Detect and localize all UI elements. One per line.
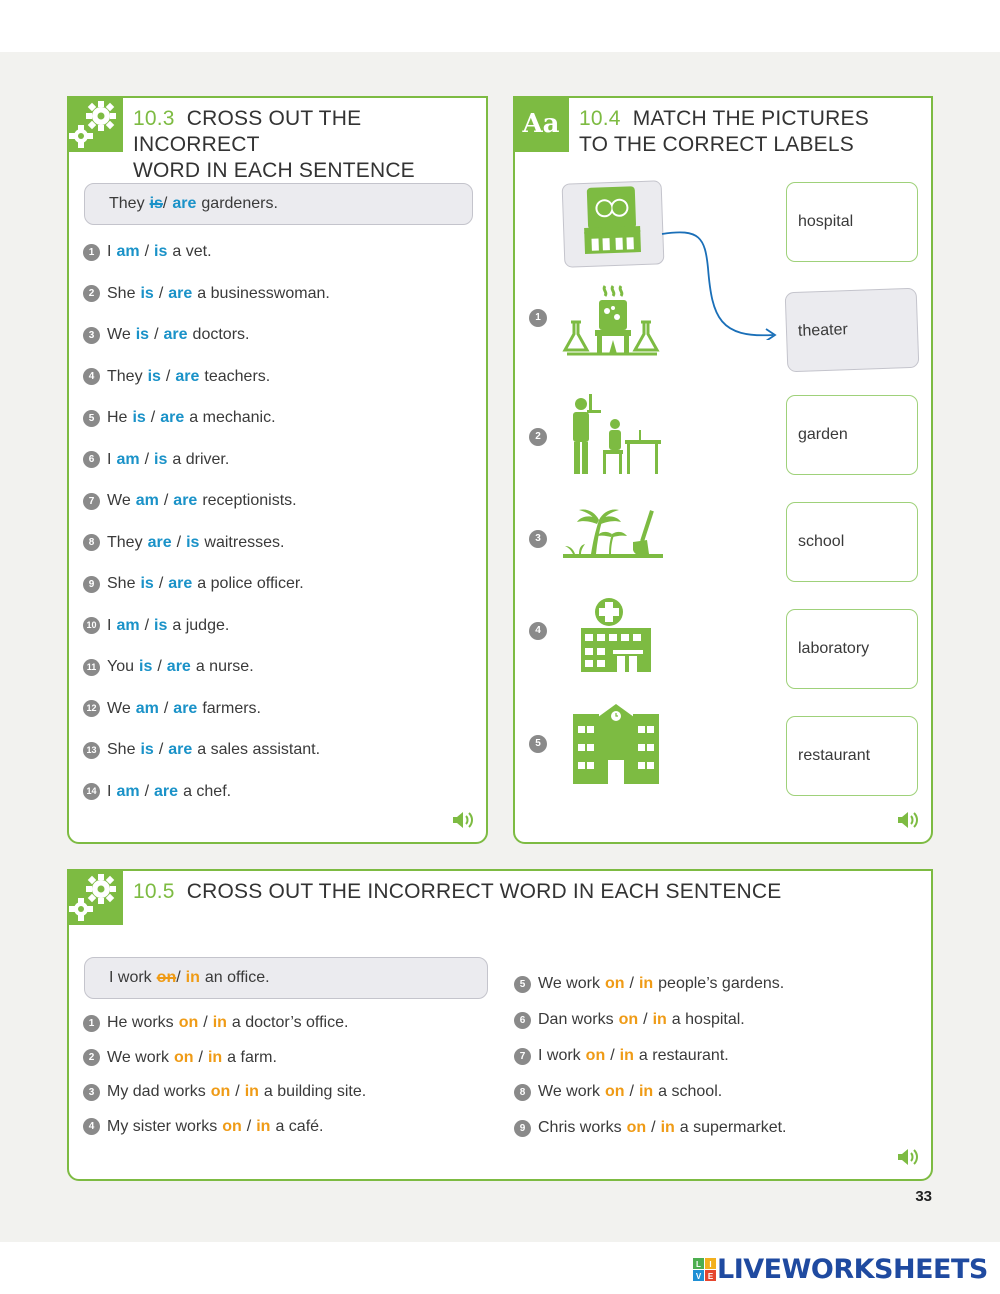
option-b[interactable]: in <box>256 1117 271 1135</box>
sentence-item <box>83 700 261 718</box>
label-text: laboratory <box>798 640 870 657</box>
option-a[interactable]: are <box>147 533 172 551</box>
slash: / <box>158 284 164 302</box>
item-number: 4 <box>83 368 100 385</box>
slash: / <box>629 1083 634 1100</box>
theater-picture[interactable] <box>562 180 665 267</box>
slash: / <box>157 658 162 675</box>
sentence-end: a judge. <box>172 616 230 634</box>
option-a[interactable]: is <box>140 575 154 592</box>
match-arrow <box>660 228 785 340</box>
exercise-10-4-panel <box>513 96 933 844</box>
slash: / <box>154 326 159 343</box>
item-number: 2 <box>83 285 100 302</box>
item-number: 9 <box>83 576 100 593</box>
sentence-item <box>83 1083 366 1101</box>
option-a[interactable]: on <box>585 1047 606 1064</box>
option-a[interactable]: is <box>140 741 154 758</box>
slash: / <box>176 969 181 986</box>
option-b[interactable]: are <box>160 409 185 426</box>
sentence-start: She <box>107 575 136 592</box>
gear-icon <box>67 869 123 925</box>
slash: / <box>144 616 150 634</box>
exercise-10-3-title <box>133 106 486 184</box>
option-b[interactable]: in <box>638 975 654 992</box>
option-b[interactable]: are <box>175 367 200 385</box>
option-b[interactable]: in <box>660 1119 675 1136</box>
audio-speaker-icon[interactable] <box>897 810 921 830</box>
sentence-item <box>83 534 284 552</box>
option-a[interactable]: is <box>135 326 150 343</box>
option-b[interactable]: is <box>154 450 168 468</box>
slash: / <box>158 741 164 758</box>
item-number: 12 <box>83 700 100 717</box>
title-line: TO THE CORRECT LABELS <box>579 133 854 156</box>
sentence-item <box>83 783 231 801</box>
option-b[interactable]: in <box>619 1047 634 1064</box>
sentence-end: a sales assistant. <box>197 741 321 758</box>
sentence-end: a café. <box>275 1117 324 1135</box>
crossed-word: is <box>149 195 163 212</box>
sentence-start: You <box>107 658 134 675</box>
label-text: school <box>798 533 845 550</box>
slash: / <box>150 409 156 426</box>
exercise-number: 10.4 <box>579 107 621 130</box>
example-sentence <box>84 183 473 225</box>
label-restaurant[interactable] <box>786 716 918 796</box>
exercise-10-3-panel <box>67 96 488 844</box>
option-a[interactable]: am <box>135 492 159 509</box>
option-b[interactable]: are <box>163 326 188 343</box>
slash: / <box>610 1047 615 1064</box>
sentence-end: a driver. <box>172 450 230 468</box>
sentence-item <box>83 617 229 635</box>
slash: / <box>651 1119 656 1136</box>
audio-speaker-icon[interactable] <box>452 810 476 830</box>
sentence-end: waitresses. <box>204 533 285 551</box>
logo-letter: L <box>696 1259 701 1269</box>
option-a[interactable]: is <box>139 658 153 675</box>
item-number: 1 <box>83 244 100 261</box>
sentence-item <box>83 243 212 261</box>
sentence-end: a building site. <box>263 1083 367 1100</box>
option-a[interactable]: is <box>140 284 154 302</box>
slash: / <box>203 1014 208 1031</box>
option-a[interactable]: is <box>132 409 146 426</box>
label-garden[interactable] <box>786 395 918 475</box>
label-school[interactable] <box>786 502 918 582</box>
sentence-start: We work <box>538 975 600 992</box>
sentence-end: receptionists. <box>202 492 297 509</box>
slash: / <box>163 699 169 717</box>
slash: / <box>246 1117 252 1135</box>
option-b[interactable]: are <box>168 741 193 758</box>
page-number: 33 <box>915 1188 932 1205</box>
sentence-start: I <box>107 616 112 634</box>
label-text: restaurant <box>798 747 871 764</box>
exercise-10-4-title <box>579 106 869 158</box>
sentence-start: He <box>107 409 128 426</box>
item-number: 2 <box>83 1049 100 1066</box>
option-b[interactable]: in <box>212 1014 227 1031</box>
option-a[interactable]: am <box>116 450 140 468</box>
title-line: CROSS OUT THE INCORRECT WORD IN EACH SENTENCE <box>186 880 782 903</box>
sentence-item <box>83 1014 348 1032</box>
sentence-end: a businesswoman. <box>197 284 330 302</box>
slash: / <box>235 1083 240 1100</box>
option-a[interactable]: on <box>618 1011 639 1028</box>
item-number: 7 <box>83 493 100 510</box>
option-b[interactable]: are <box>166 658 191 675</box>
sentence-end: teachers. <box>204 367 271 385</box>
title-line: MATCH THE PICTURES <box>632 107 869 130</box>
sentence-item <box>83 575 304 593</box>
laboratory-picture[interactable] <box>561 284 663 360</box>
slash: / <box>643 1011 648 1028</box>
aa-badge <box>513 96 569 152</box>
option-b[interactable]: are <box>173 492 198 509</box>
sentence-item <box>83 368 270 386</box>
option-b[interactable]: is <box>154 616 168 634</box>
badge-text: Aa <box>522 109 560 139</box>
sentence-start: We <box>107 492 131 509</box>
sentence-item <box>83 285 330 303</box>
sentence-item <box>514 1047 729 1065</box>
sentence-end: a vet. <box>172 243 212 260</box>
example-text: an office. <box>204 969 270 986</box>
logo-text: LIVEWORKSHEETS <box>717 1254 988 1285</box>
sentence-item <box>514 975 784 993</box>
slash: / <box>158 575 164 592</box>
gear-icon <box>67 96 123 152</box>
sentence-start: My dad works <box>107 1083 206 1100</box>
slash: / <box>163 492 169 509</box>
sentence-start: I <box>107 782 112 800</box>
sentence-start: We work <box>538 1083 600 1100</box>
logo-letter: V <box>695 1271 702 1281</box>
label-laboratory[interactable] <box>786 609 918 689</box>
option-b[interactable]: in <box>244 1083 259 1100</box>
logo-letter: I <box>709 1259 712 1269</box>
slash: / <box>144 450 150 468</box>
item-number: 11 <box>83 659 100 676</box>
option-a[interactable]: on <box>210 1083 231 1100</box>
exercise-number: 10.3 <box>133 107 175 130</box>
sentence-end: a nurse. <box>195 658 254 675</box>
item-number: 14 <box>83 783 100 800</box>
correct-word: in <box>185 969 200 986</box>
option-a[interactable]: am <box>116 782 140 800</box>
item-number: 7 <box>514 1048 531 1065</box>
restaurant-picture[interactable] <box>565 390 663 476</box>
option-a[interactable]: am <box>116 243 140 260</box>
item-number: 5 <box>514 976 531 993</box>
sentence-start: Chris works <box>538 1119 622 1136</box>
sentence-end: people’s gardens. <box>658 975 785 992</box>
audio-speaker-icon[interactable] <box>897 1147 921 1167</box>
label-hospital[interactable] <box>786 182 918 262</box>
sentence-start: I work <box>538 1047 581 1064</box>
sentence-item <box>514 1119 787 1137</box>
option-b[interactable]: is <box>186 533 200 551</box>
sentence-start: He works <box>107 1014 174 1031</box>
picture-number: 4 <box>529 622 547 640</box>
theater-icon <box>563 181 664 266</box>
option-a[interactable]: on <box>173 1048 194 1066</box>
sentence-start: They <box>107 367 143 385</box>
sentence-item <box>83 492 297 510</box>
sentence-start: She <box>107 284 136 302</box>
sentence-end: a doctor’s office. <box>231 1014 349 1031</box>
sentence-start: Dan works <box>538 1011 614 1028</box>
sentence-item <box>514 1083 722 1101</box>
picture-number: 5 <box>529 735 547 753</box>
slash: / <box>629 975 634 992</box>
slash: / <box>144 243 150 260</box>
option-b[interactable]: is <box>154 243 168 260</box>
option-a[interactable]: am <box>135 699 159 717</box>
exercise-10-5-panel <box>67 869 933 1181</box>
liveworksheets-logo <box>693 1254 988 1285</box>
sentence-item <box>514 1011 745 1029</box>
item-number: 5 <box>83 410 100 427</box>
item-number: 8 <box>83 534 100 551</box>
label-theater[interactable] <box>785 288 920 373</box>
sentence-start: We <box>107 699 131 717</box>
label-text: theater <box>797 321 849 340</box>
exercise-10-5-title <box>133 879 782 905</box>
correct-word: are <box>172 195 197 212</box>
item-number: 9 <box>514 1120 531 1137</box>
example-text: I work <box>109 969 152 986</box>
option-a[interactable]: is <box>147 367 161 385</box>
example-sentence <box>84 957 488 999</box>
option-b[interactable]: in <box>652 1011 667 1028</box>
picture-number: 2 <box>529 428 547 446</box>
sentence-start: I <box>107 243 112 260</box>
sentence-item <box>83 741 320 759</box>
item-number: 8 <box>514 1084 531 1101</box>
slash: / <box>198 1048 203 1066</box>
sentence-end: farmers. <box>202 699 261 717</box>
option-b[interactable]: are <box>173 699 198 717</box>
item-number: 10 <box>83 617 100 634</box>
option-b[interactable]: are <box>168 284 193 302</box>
option-a[interactable]: on <box>604 1083 625 1100</box>
sentence-end: a hospital. <box>671 1011 745 1028</box>
option-a[interactable]: on <box>222 1117 242 1135</box>
example-text: gardeners. <box>201 195 278 212</box>
picture-number: 3 <box>529 530 547 548</box>
label-text: hospital <box>798 213 854 230</box>
option-a[interactable]: on <box>626 1119 647 1136</box>
sentence-end: a supermarket. <box>679 1119 787 1136</box>
sentence-item <box>83 409 276 427</box>
sentence-start: My sister works <box>107 1117 218 1135</box>
option-a[interactable]: am <box>116 616 140 634</box>
slash: / <box>165 367 171 385</box>
item-number: 6 <box>514 1012 531 1029</box>
item-number: 3 <box>83 1084 100 1101</box>
picture-number: 1 <box>529 309 547 327</box>
exercise-number: 10.5 <box>133 880 175 903</box>
title-line: WORD IN EACH SENTENCE <box>133 159 415 182</box>
title-line: CROSS OUT THE INCORRECT <box>133 107 362 156</box>
option-b[interactable]: in <box>207 1048 223 1066</box>
option-b[interactable]: in <box>638 1083 654 1100</box>
option-b[interactable]: are <box>154 782 179 800</box>
sentence-end: a school. <box>658 1083 723 1100</box>
slash: / <box>162 195 168 212</box>
school-picture[interactable] <box>571 704 661 786</box>
sentence-item <box>83 451 229 469</box>
sentence-start: They <box>107 533 143 551</box>
item-number: 1 <box>83 1015 100 1032</box>
sentence-end: a mechanic. <box>189 409 276 426</box>
label-text: garden <box>798 426 848 443</box>
item-number: 4 <box>83 1118 100 1135</box>
example-text: They <box>109 195 145 212</box>
item-number: 6 <box>83 451 100 468</box>
sentence-end: doctors. <box>192 326 250 343</box>
logo-mark <box>693 1258 717 1282</box>
sentence-start: I <box>107 450 112 468</box>
sentence-end: a restaurant. <box>638 1047 729 1064</box>
option-a[interactable]: on <box>604 975 625 992</box>
slash: / <box>176 533 182 551</box>
sentence-start: We <box>107 326 131 343</box>
sentence-end: a farm. <box>227 1048 277 1066</box>
item-number: 13 <box>83 742 100 759</box>
sentence-start: We work <box>107 1048 169 1066</box>
sentence-end: a chef. <box>183 782 232 800</box>
sentence-item <box>83 1049 277 1067</box>
sentence-item <box>83 326 249 344</box>
sentence-end: a police officer. <box>197 575 304 592</box>
garden-picture[interactable] <box>561 506 665 562</box>
item-number: 3 <box>83 327 100 344</box>
logo-letter: E <box>707 1271 714 1281</box>
option-b[interactable]: are <box>168 575 193 592</box>
sentence-item <box>83 658 254 676</box>
slash: / <box>144 782 150 800</box>
hospital-picture[interactable] <box>577 596 653 674</box>
option-a[interactable]: on <box>178 1014 199 1031</box>
crossed-word: on <box>156 969 177 986</box>
sentence-start: She <box>107 741 136 758</box>
sentence-item <box>83 1118 323 1136</box>
